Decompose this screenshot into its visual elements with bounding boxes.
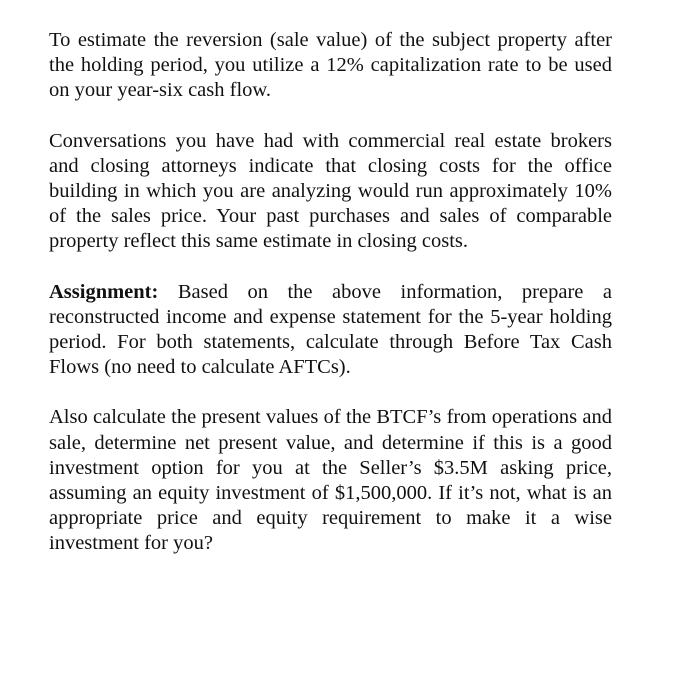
present-value-paragraph <box>49 405 612 556</box>
assignment-paragraph <box>49 280 612 381</box>
paragraph-text: Based on the above information, prepare a reconstructed income and expense statement for the 5-year holding period. For both statements, calculate through Before Tax Cash Flows (no need to calculate AFTCs). <box>49 280 612 379</box>
paragraph-text: Conversations you have had with commercial real estate brokers and closing attorneys indicate that closing costs for the office building in which you are analyzing would run approximately 10% of the sales price. Your past purchases and sales of comparable property reflect this same estimate in closing costs. <box>49 129 612 253</box>
reversion-paragraph <box>49 28 612 104</box>
assignment-label: Assignment: <box>49 280 159 303</box>
paragraph-text: Also calculate the present values of the BTCF’s from operations and sale, determine net present value, and determine if this is a good investment option for you at the Seller’s $3.5M asking price, assuming an equity investment of $1,500,000. If it’s not, what is an appropriate price and equity requirement to make it a wise investment for you? <box>49 406 612 555</box>
document-page <box>49 28 612 557</box>
paragraph-text: To estimate the reversion (sale value) of the subject property after the holding period, you utilize a 12% capitalization rate to be used on your year-six cash flow. <box>49 29 612 102</box>
closing-costs-paragraph <box>49 129 612 255</box>
